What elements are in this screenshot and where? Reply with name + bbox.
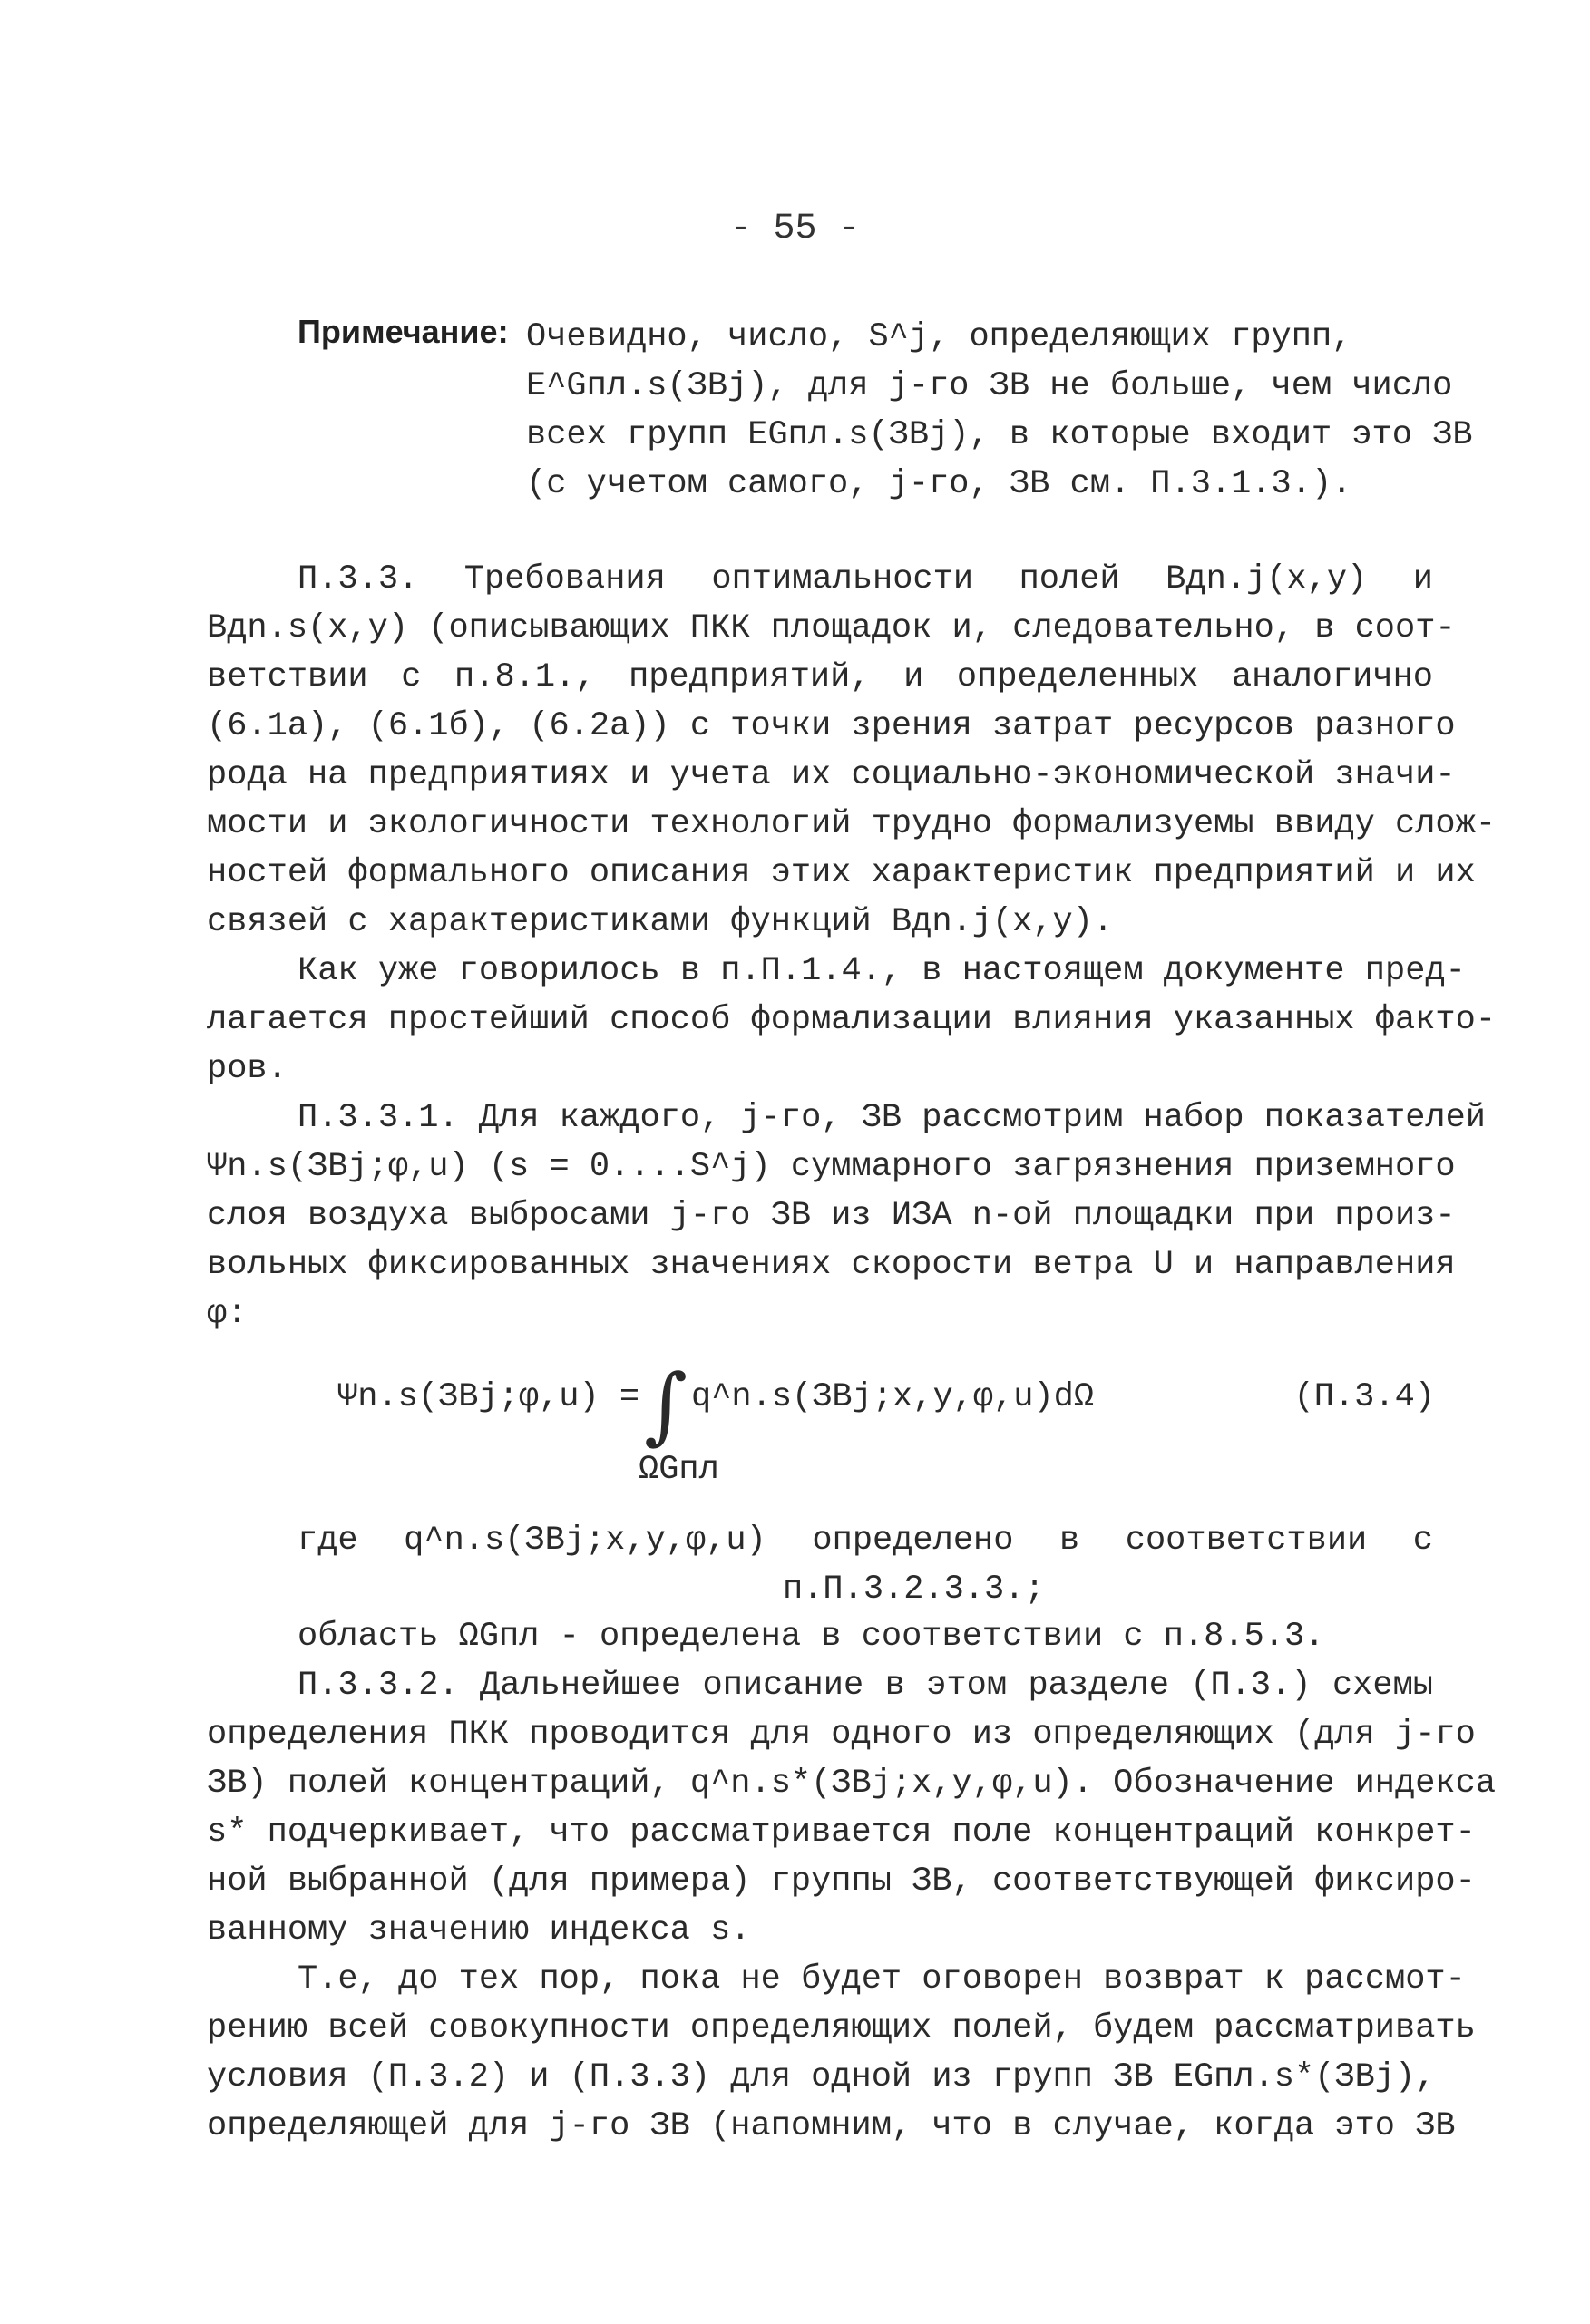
paragraph-line: Bдn.s(x,y) (описывающих ПКК площадок и, следовательно, в соот- [207,609,1456,647]
paragraph-line: П.3.3. Требования оптимальности полей Bдn.j(x,y) и [298,560,1433,598]
paragraph-line: ветствии с п.8.1., предприятий, и определенных аналогично [207,658,1433,696]
paragraph-line: ностей формального описания этих характеристик предприятий и их [207,854,1476,892]
paragraph-line: П.3.3.1. Для каждого, j-го, ЗВ рассмотрим набор показателей [298,1099,1487,1137]
paragraph-line: рода на предприятиях и учета их социально-экономической значи- [207,756,1456,794]
where-line: п.П.3.2.3.3.; [783,1570,1045,1609]
formula-p-3-4 [337,1356,1435,1489]
note-line: всех групп EGпл.s(ЗВj), в которые входит это ЗВ [526,416,1473,454]
paragraph-line: рению всей совокупности определяющих полей, будем рассматривать [207,2009,1476,2047]
main-text-continued [207,1612,1497,2151]
note-lines [526,313,1473,509]
where-line: где q^n.s(ЗВj;x,y,φ,u) определено в соответствии с [298,1522,1433,1560]
paragraph-line: (6.1а), (6.1б), (6.2а)) с точки зрения затрат ресурсов разного [207,707,1456,745]
note-line: (с учетом самого, j-го, ЗВ см. П.3.1.3.). [526,465,1352,503]
page-number: - 55 - [729,209,861,249]
paragraph-line: ров. [207,1050,288,1088]
main-text [207,555,1497,1338]
note-line: Очевидно, число, S^j, определяющих групп, [526,318,1352,356]
integral-domain: ΩGпл [639,1451,719,1489]
paragraph-line: П.3.3.2. Дальнейшее описание в этом разделе (П.3.) схемы [298,1667,1433,1705]
paragraph-line: s* подчеркивает, что рассматривается поле концентраций конкрет- [207,1813,1476,1852]
paragraph-line: ванному значению индекса s. [207,1911,751,1950]
where-clause [298,1516,1433,1614]
paragraph-line: ЗВ) полей концентраций, q^n.s*(ЗВj;x,y,φ,u). Обозначение индекса [207,1765,1497,1803]
paragraph-line: определяющей для j-го ЗВ (напомним, что в случае, когда это ЗВ [207,2107,1456,2145]
paragraph-line: связей с характеристиками функций Bдn.j(x,y). [207,903,1114,941]
note-line: E^Gпл.s(ЗВj), для j-го ЗВ не больше, чем число [526,367,1453,405]
paragraph-line: мости и экологичности технологий трудно формализуемы ввиду слож- [207,805,1497,843]
formula-lhs: Ψn.s(ЗВj;φ,u) = [337,1378,640,1416]
note-label: Примечание: [298,313,509,350]
paragraph-line: Т.е, до тех пор, пока не будет оговорен возврат к рассмот- [298,1960,1466,1998]
paragraph-line: условия (П.3.2) и (П.3.3) для одной из групп ЗВ EGпл.s*(ЗВj), [207,2058,1436,2096]
paragraph-line: слоя воздуха выбросами j-го ЗВ из ИЗА n-ой площадки при произ- [207,1197,1456,1235]
integral-sign: ∫ [644,1356,688,1454]
paragraph-line: область ΩGпл - определена в соответствии с п.8.5.3. [298,1618,1325,1656]
formula-rhs: q^n.s(ЗВj;x,y,φ,u)dΩ [691,1378,1095,1416]
paragraph-line: Как уже говорилось в п.П.1.4., в настоящем документе пред- [298,952,1466,990]
paragraph-line: лагается простейший способ формализации влияния указанных факто- [207,1001,1497,1039]
paragraph-line: ной выбранной (для примера) группы ЗВ, соответствующей фиксиро- [207,1862,1476,1901]
paragraph-line: Ψn.s(ЗВj;φ,u) (s = 0....S^j) суммарного загрязнения приземного [207,1148,1456,1186]
paragraph-line: φ: [207,1295,248,1333]
paragraph-line: вольных фиксированных значениях скорости ветра U и направления [207,1246,1456,1284]
formula-tag: (П.3.4) [1293,1378,1435,1416]
paragraph-line: определения ПКК проводится для одного из определяющих (для j-го [207,1716,1476,1754]
